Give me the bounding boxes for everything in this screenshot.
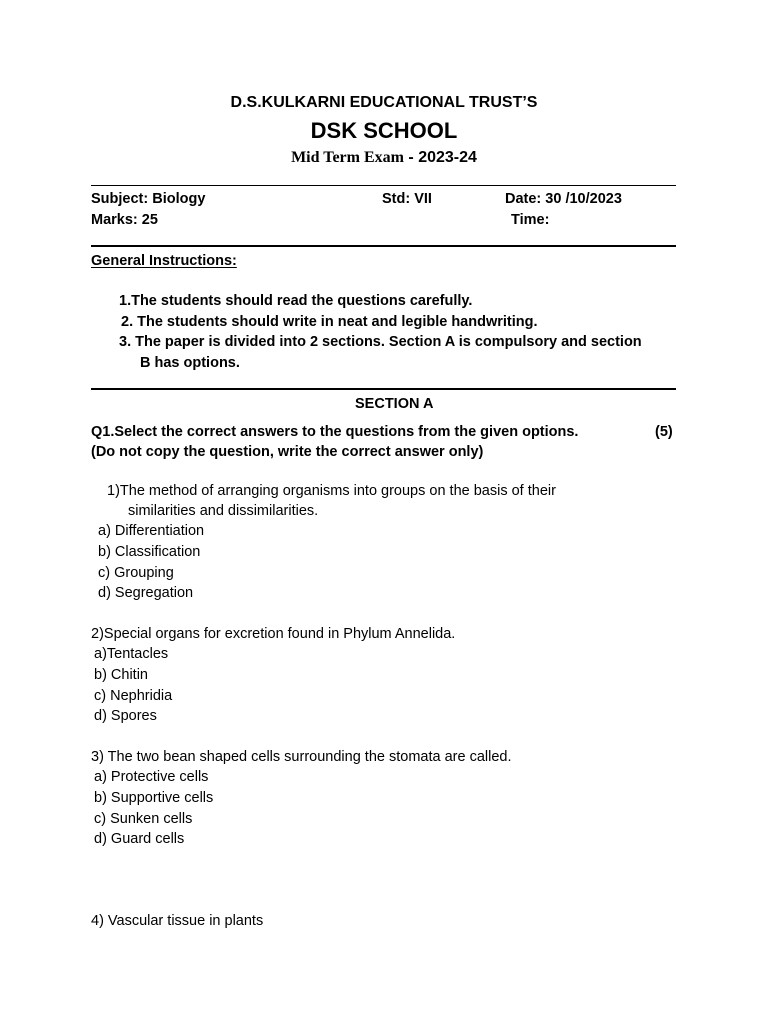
exam-title-prefix: Mid Term Exam [291, 149, 404, 166]
option-item: b) Classification [98, 544, 201, 560]
instruction-item: 2. The students should write in neat and legible handwriting. [121, 314, 538, 330]
option-item: b) Supportive cells [94, 790, 214, 806]
option-item: c) Grouping [98, 565, 174, 581]
instruction-item: 1.The students should read the questions carefully. [119, 293, 473, 309]
q1-marks: (5) [655, 424, 673, 440]
question-text: 1)The method of arranging organisms into groups on the basis of their [107, 483, 556, 499]
question-text: similarities and dissimilarities. [128, 503, 319, 519]
marks-label: Marks: 25 [91, 212, 158, 228]
school-name: DSK SCHOOL [310, 118, 458, 143]
option-item: d) Guard cells [94, 831, 185, 847]
header-divider [91, 185, 676, 186]
time-label: Time: [511, 212, 550, 228]
option-item: c) Nephridia [94, 688, 173, 704]
instructions-heading-text: General Instructions: [91, 253, 237, 269]
instructions-divider [91, 388, 676, 390]
option-item: b) Chitin [94, 667, 148, 683]
instruction-item: 3. The paper is divided into 2 sections. Section A is compulsory and section [119, 334, 642, 350]
option-item: a) Protective cells [94, 769, 209, 785]
info-divider [91, 245, 676, 247]
exam-title [0, 149, 768, 167]
question-text: 4) Vascular tissue in plants [91, 913, 264, 929]
std-label: Std: VII [382, 191, 432, 207]
q1-text: Q1.Select the correct answers to the questions from the given options. [91, 424, 579, 440]
option-item: c) Sunken cells [94, 811, 193, 827]
subject-label: Subject: Biology [91, 191, 206, 207]
question-text: 2)Special organs for excretion found in Phylum Annelida. [91, 626, 456, 642]
exam-title-year: - 2023-24 [403, 149, 477, 166]
q1-note: (Do not copy the question, write the correct answer only) [91, 444, 484, 460]
option-item: d) Spores [94, 708, 157, 724]
instructions-heading [91, 253, 237, 269]
option-item: d) Segregation [98, 585, 194, 601]
section-title: SECTION A [355, 396, 434, 412]
question-text: 3) The two bean shaped cells surrounding the stomata are called. [91, 749, 512, 765]
trust-name: D.S.KULKARNI EDUCATIONAL TRUST’S [230, 94, 538, 111]
instruction-item: B has options. [140, 355, 240, 371]
date-label: Date: 30 /10/2023 [505, 191, 622, 207]
option-item: a)Tentacles [94, 646, 169, 662]
option-item: a) Differentiation [98, 523, 205, 539]
